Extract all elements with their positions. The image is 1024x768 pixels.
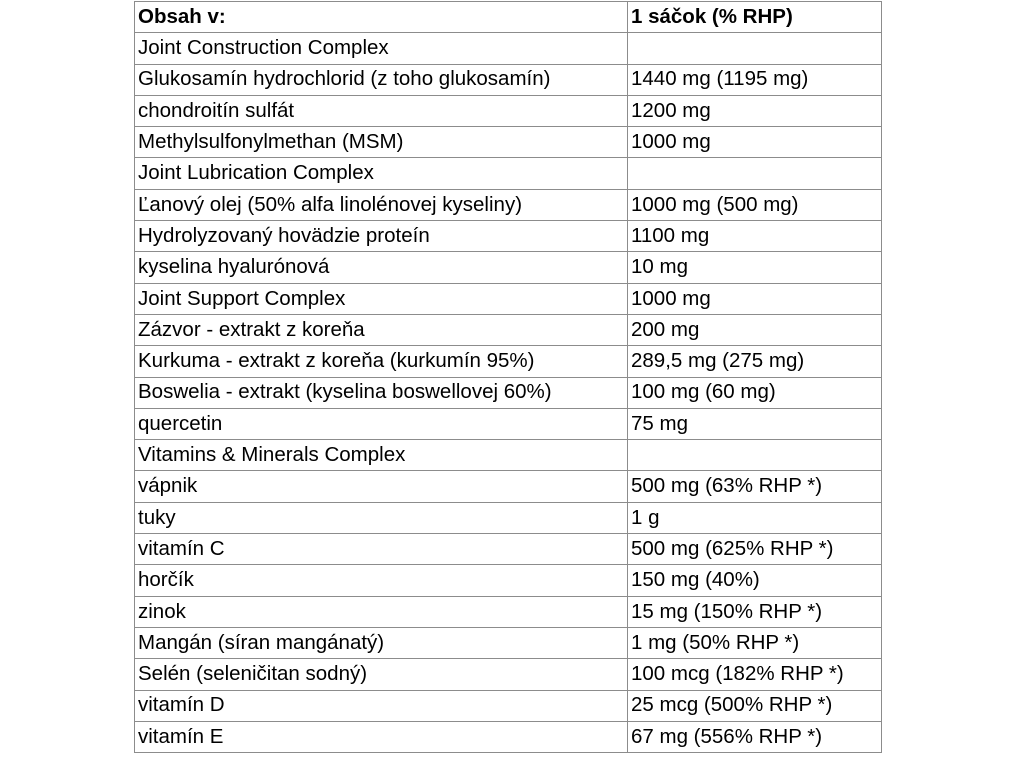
ingredient-cell: chondroitín sulfát xyxy=(135,95,628,126)
amount-cell: 1100 mg xyxy=(628,221,882,252)
amount-cell: 289,5 mg (275 mg) xyxy=(628,346,882,377)
ingredient-cell: Zázvor - extrakt z koreňa xyxy=(135,314,628,345)
amount-cell: 1 g xyxy=(628,502,882,533)
ingredient-cell: Boswelia - extrakt (kyselina boswellovej 60%) xyxy=(135,377,628,408)
ingredient-cell: kyselina hyalurónová xyxy=(135,252,628,283)
table-row xyxy=(135,158,882,189)
amount-cell: 67 mg (556% RHP *) xyxy=(628,721,882,752)
table-row xyxy=(135,283,882,314)
amount-cell: 25 mcg (500% RHP *) xyxy=(628,690,882,721)
table-row xyxy=(135,314,882,345)
header-ingredient: Obsah v: xyxy=(135,2,628,33)
amount-cell: 150 mg (40%) xyxy=(628,565,882,596)
table-row xyxy=(135,377,882,408)
ingredient-cell: Ľanový olej (50% alfa linolénovej kyseliny) xyxy=(135,189,628,220)
amount-cell: 15 mg (150% RHP *) xyxy=(628,596,882,627)
amount-cell: 1200 mg xyxy=(628,95,882,126)
amount-cell: 1 mg (50% RHP *) xyxy=(628,627,882,658)
table-row xyxy=(135,64,882,95)
amount-cell: 500 mg (63% RHP *) xyxy=(628,471,882,502)
amount-cell: 1000 mg xyxy=(628,127,882,158)
table-row xyxy=(135,33,882,64)
nutrition-table xyxy=(134,1,882,753)
table-row xyxy=(135,408,882,439)
ingredient-cell: Joint Support Complex xyxy=(135,283,628,314)
amount-cell: 200 mg xyxy=(628,314,882,345)
ingredient-cell: Vitamins & Minerals Complex xyxy=(135,440,628,471)
table-row xyxy=(135,95,882,126)
amount-cell: 1000 mg xyxy=(628,283,882,314)
table-row xyxy=(135,627,882,658)
table-row xyxy=(135,596,882,627)
ingredient-cell: horčík xyxy=(135,565,628,596)
table-row xyxy=(135,721,882,752)
table-row xyxy=(135,440,882,471)
ingredient-cell: quercetin xyxy=(135,408,628,439)
amount-cell: 10 mg xyxy=(628,252,882,283)
nutrition-table-body xyxy=(135,2,882,753)
ingredient-cell: tuky xyxy=(135,502,628,533)
table-row xyxy=(135,534,882,565)
table-row xyxy=(135,252,882,283)
amount-cell xyxy=(628,158,882,189)
table-row xyxy=(135,127,882,158)
ingredient-cell: Hydrolyzovaný hovädzie proteín xyxy=(135,221,628,252)
table-row xyxy=(135,502,882,533)
amount-cell: 1000 mg (500 mg) xyxy=(628,189,882,220)
ingredient-cell: vitamín C xyxy=(135,534,628,565)
table-row xyxy=(135,659,882,690)
amount-cell: 1440 mg (1195 mg) xyxy=(628,64,882,95)
header-amount: 1 sáčok (% RHP) xyxy=(628,2,882,33)
ingredient-cell: Methylsulfonylmethan (MSM) xyxy=(135,127,628,158)
ingredient-cell: zinok xyxy=(135,596,628,627)
table-row xyxy=(135,221,882,252)
ingredient-cell: vitamín E xyxy=(135,721,628,752)
amount-cell: 100 mcg (182% RHP *) xyxy=(628,659,882,690)
amount-cell xyxy=(628,33,882,64)
ingredient-cell: Kurkuma - extrakt z koreňa (kurkumín 95%) xyxy=(135,346,628,377)
ingredient-cell: Joint Construction Complex xyxy=(135,33,628,64)
nutrition-table-container xyxy=(134,1,882,753)
ingredient-cell: Joint Lubrication Complex xyxy=(135,158,628,189)
amount-cell: 500 mg (625% RHP *) xyxy=(628,534,882,565)
ingredient-cell: Mangán (síran mangánatý) xyxy=(135,627,628,658)
amount-cell xyxy=(628,440,882,471)
ingredient-cell: Glukosamín hydrochlorid (z toho glukosamín) xyxy=(135,64,628,95)
table-row xyxy=(135,565,882,596)
ingredient-cell: Selén (seleničitan sodný) xyxy=(135,659,628,690)
ingredient-cell: vápnik xyxy=(135,471,628,502)
amount-cell: 75 mg xyxy=(628,408,882,439)
table-row xyxy=(135,690,882,721)
table-row xyxy=(135,346,882,377)
ingredient-cell: vitamín D xyxy=(135,690,628,721)
table-row xyxy=(135,189,882,220)
table-header-row xyxy=(135,2,882,33)
amount-cell: 100 mg (60 mg) xyxy=(628,377,882,408)
table-row xyxy=(135,471,882,502)
